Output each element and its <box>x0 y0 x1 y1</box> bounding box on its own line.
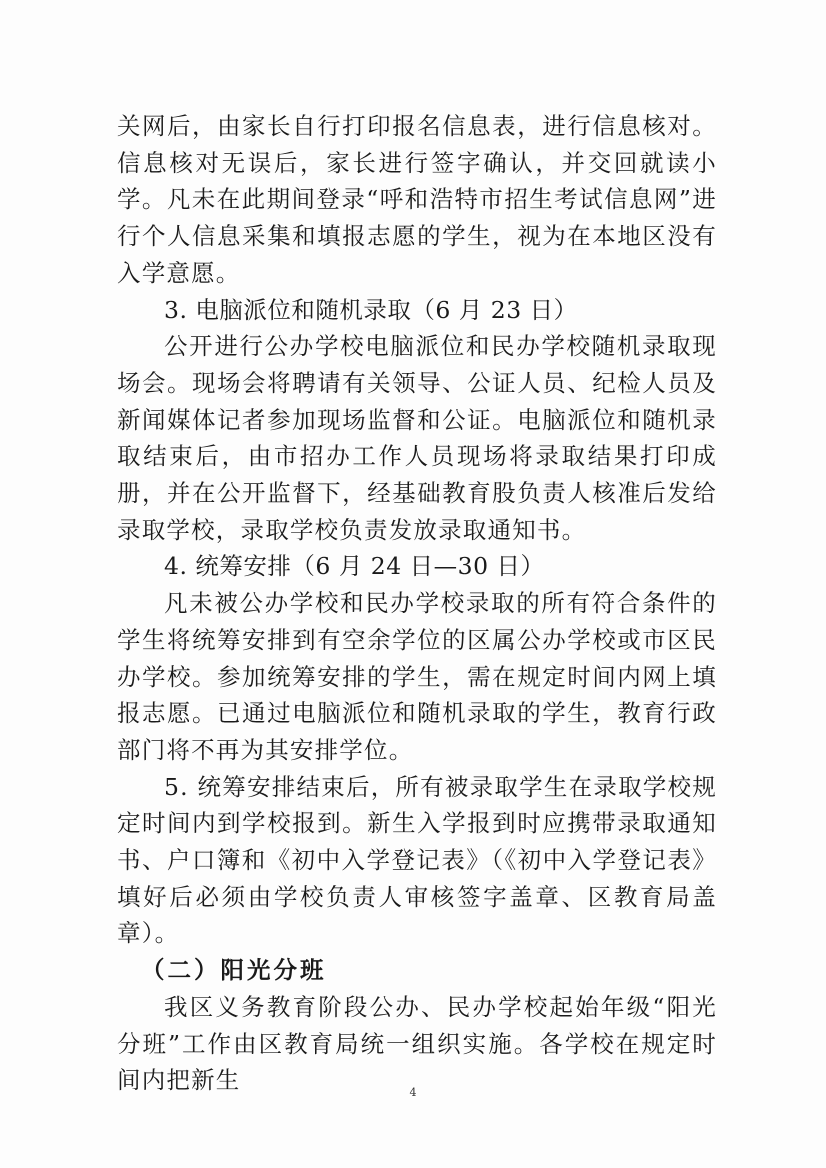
paragraph-overall-arrangement: 凡未被公办学校和民办学校录取的所有符合条件的学生将统筹安排到有空余学位的区属公办学校或市区民办学校。参加统筹安排的学生，需在规定时间内网上填报志愿。已通过电脑派位和随机录取的学生，教育行政部门将不再为其安排学位。 <box>117 589 717 764</box>
page-number: 4 <box>409 1086 417 1099</box>
section-heading-sunshine-classes: （二）阳光分班 <box>141 956 327 985</box>
paragraph-enrollment-report: 5. 统筹安排结束后，所有被录取学生在录取学校规定时间内到学校报到。新生入学报到时应携带录取通知书、户口簿和《初中入学登记表》（《初中入学登记表》填好后必须由学校负责人审核签字盖章、区教育局盖章）。 <box>117 772 717 948</box>
heading-computer-allocation: 3. 电脑派位和随机录取（6 月 23 日） <box>164 295 578 324</box>
paragraph-computer-allocation: 公开进行公办学校电脑派位和民办学校随机录取现场会。现场会将聘请有关领导、公证人员、纪检人员及新闻媒体记者参加现场监督和公证。电脑派位和随机录取结束后，由市招办工作人员现场将录取结果打印成册，并在公开监督下，经基础教育股负责人核准后发给录取学校，录取学校负责发放录取通知书。 <box>117 332 717 544</box>
paragraph-registration-check: 关网后，由家长自行打印报名信息表，进行信息核对。信息核对无误后，家长进行签字确认，并交回就读小学。凡未在此期间登录“呼和浩特市招生考试信息网”进行个人信息采集和填报志愿的学生，视为在本地区没有入学意愿。 <box>117 112 717 287</box>
paragraph-sunshine-classes: 我区义务教育阶段公办、民办学校起始年级“阳光分班”工作由区教育局统一组织实施。各学校在规定时间内把新生 <box>117 992 717 1095</box>
document-body <box>117 108 717 1099</box>
heading-overall-arrangement: 4. 统筹安排（6 月 24 日—30 日） <box>164 552 545 581</box>
